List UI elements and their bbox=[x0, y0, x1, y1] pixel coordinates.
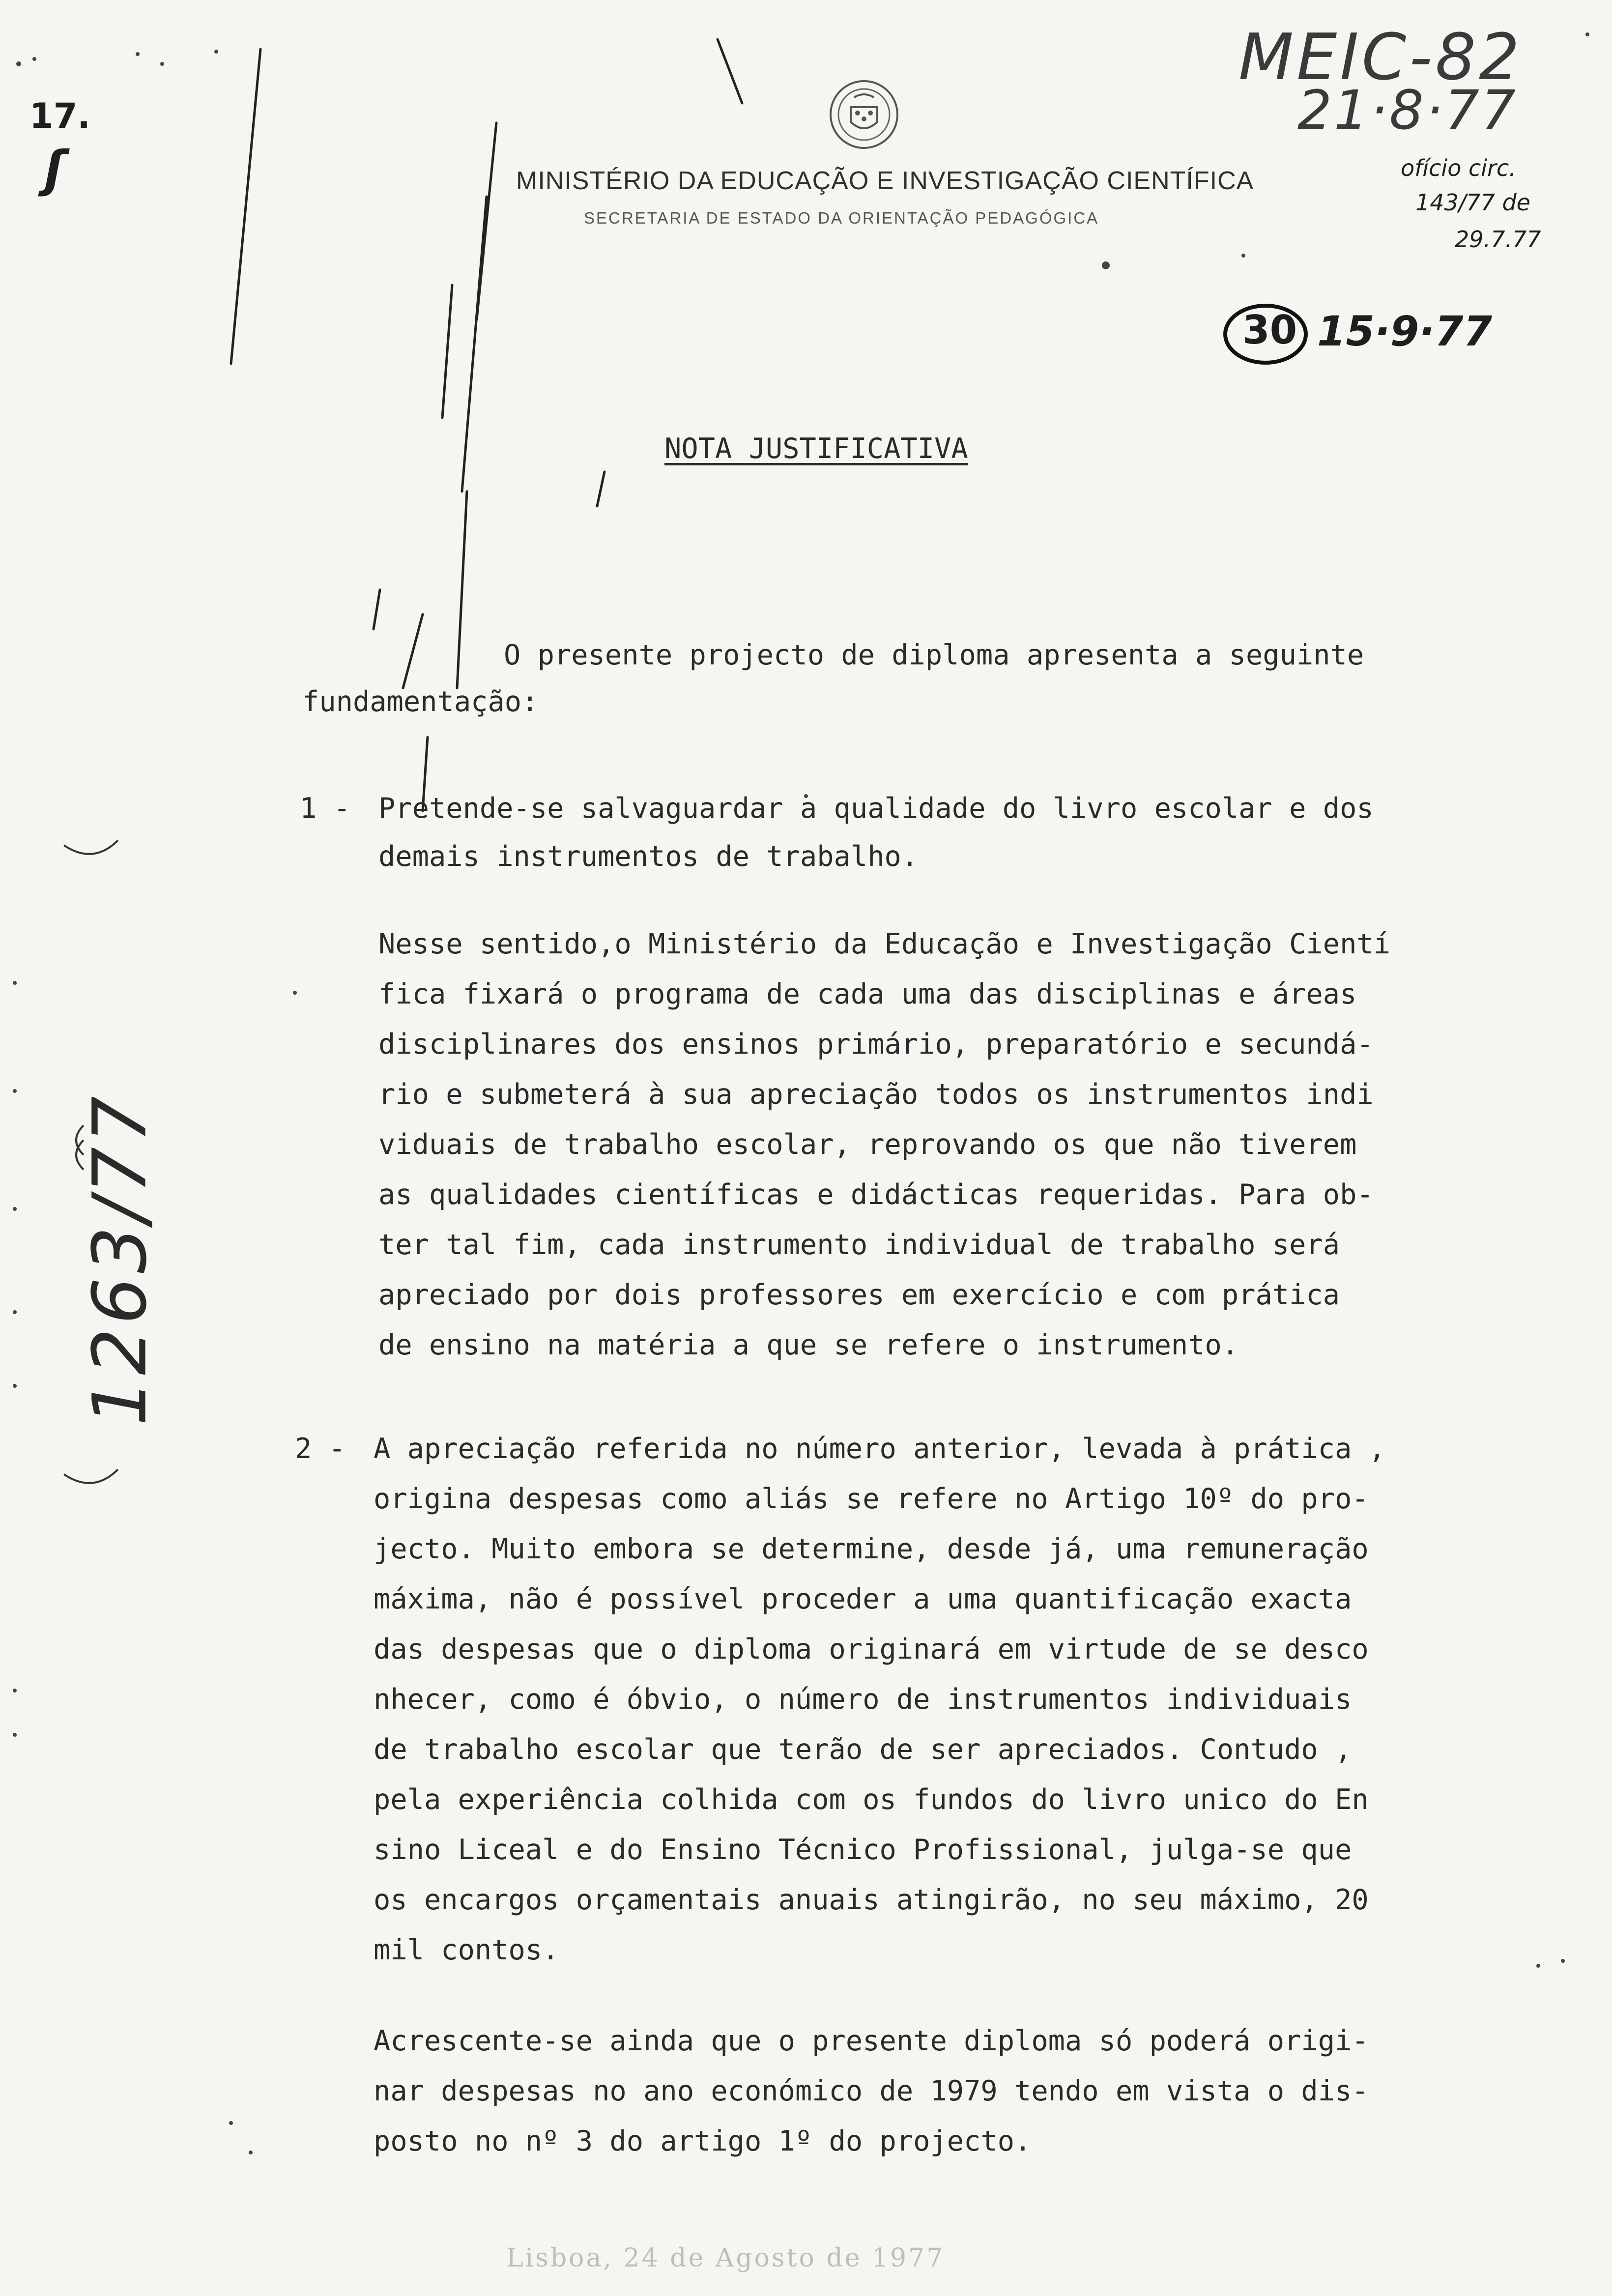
intro-line-1: O presente projecto de diploma apresenta a seguinte bbox=[504, 639, 1364, 671]
handwritten-date: 21·8·77 bbox=[1297, 79, 1518, 142]
item2-line: máxima, não é possível proceder a uma quantificação exacta bbox=[374, 1583, 1352, 1615]
item1-paragraph-line: fica fixará o programa de cada uma das disciplinas e áreas bbox=[378, 978, 1357, 1010]
seal-icon bbox=[827, 78, 901, 151]
ministry-heading: MINISTÉRIO DA EDUCAÇÃO E INVESTIGAÇÃO CIENTÍFICA bbox=[516, 167, 1254, 195]
item2-line: de trabalho escolar que terão de ser apreciados. Contudo , bbox=[374, 1733, 1352, 1766]
item2-line: origina despesas como aliás se refere no Artigo 10º do pro- bbox=[374, 1483, 1369, 1515]
item-number-2: 2 - bbox=[295, 1433, 345, 1465]
received-number: 30 bbox=[1242, 307, 1297, 353]
item2-paragraph-line: posto no nº 3 do artigo 1º do projecto. bbox=[374, 2125, 1032, 2157]
secretariat-heading: SECRETARIA DE ESTADO DA ORIENTAÇÃO PEDAGÓGICA bbox=[584, 209, 1099, 227]
item2-line: nhecer, como é óbvio, o número de instrumentos individuais bbox=[374, 1683, 1352, 1716]
item1-paragraph-line: viduais de trabalho escolar, reprovando os que não tiverem bbox=[378, 1128, 1357, 1161]
document-title: NOTA JUSTIFICATIVA bbox=[664, 432, 968, 465]
item-number-1: 1 - bbox=[300, 792, 350, 825]
item1-paragraph-line: de ensino na matéria a que se refere o instrumento. bbox=[378, 1329, 1239, 1361]
intro-line-2: fundamentação: bbox=[302, 686, 539, 718]
item2-line: das despesas que o diploma originará em virtude de se desco bbox=[374, 1633, 1369, 1665]
left-margin-mark: 17. bbox=[29, 96, 91, 136]
item1-paragraph-line: Nesse sentido,o Ministério da Educação e Investigação Cientí bbox=[378, 928, 1391, 960]
item2-line: jecto. Muito embora se determine, desde já, uma remuneração bbox=[374, 1533, 1369, 1565]
oficio-note-line3: 29.7.77 bbox=[1455, 226, 1541, 253]
item2-line: os encargos orçamentais anuais atingirão, no seu máximo, 20 bbox=[374, 1884, 1369, 1916]
item2-line: mil contos. bbox=[374, 1934, 559, 1966]
item2-line: sino Liceal e do Ensino Técnico Profissional, julga-se que bbox=[374, 1834, 1352, 1866]
left-margin-glyph: ʃ bbox=[44, 140, 65, 198]
footer-place-date: Lisboa, 24 de Agosto de 1977 bbox=[506, 2243, 945, 2273]
item1-paragraph-line: disciplinares dos ensinos primário, preparatório e secundá- bbox=[378, 1028, 1374, 1061]
handwritten-code: MEIC-82 bbox=[1238, 20, 1523, 94]
item1-paragraph-line: rio e submeterá à sua apreciação todos os instrumentos indi bbox=[378, 1078, 1374, 1111]
item1-paragraph-line: as qualidades científicas e didácticas requeridas. Para ob- bbox=[378, 1178, 1374, 1211]
received-date: 15·9·77 bbox=[1317, 307, 1493, 355]
vertical-registry-number: 1263/77 bbox=[77, 1092, 163, 1426]
item2-line: pela experiência colhida com os fundos do livro unico do En bbox=[374, 1783, 1369, 1816]
item2-paragraph-line: nar despesas no ano económico de 1979 tendo em vista o dis- bbox=[374, 2075, 1369, 2107]
oficio-note-line2: 143/77 de bbox=[1415, 189, 1530, 216]
item1-line: demais instrumentos de trabalho. bbox=[378, 840, 919, 873]
item1-paragraph-line: apreciado por dois professores em exercício e com prática bbox=[378, 1279, 1340, 1311]
item1-paragraph-line: ter tal fim, cada instrumento individual de trabalho será bbox=[378, 1229, 1340, 1261]
item2-paragraph-line: Acrescente-se ainda que o presente diploma só poderá origi- bbox=[374, 2025, 1369, 2057]
item2-line: A apreciação referida no número anterior, levada à prática , bbox=[374, 1433, 1386, 1465]
oficio-note-line1: ofício circ. bbox=[1401, 155, 1516, 181]
item1-line: Pretende-se salvaguardar a qualidade do livro escolar e dos bbox=[378, 792, 1374, 825]
